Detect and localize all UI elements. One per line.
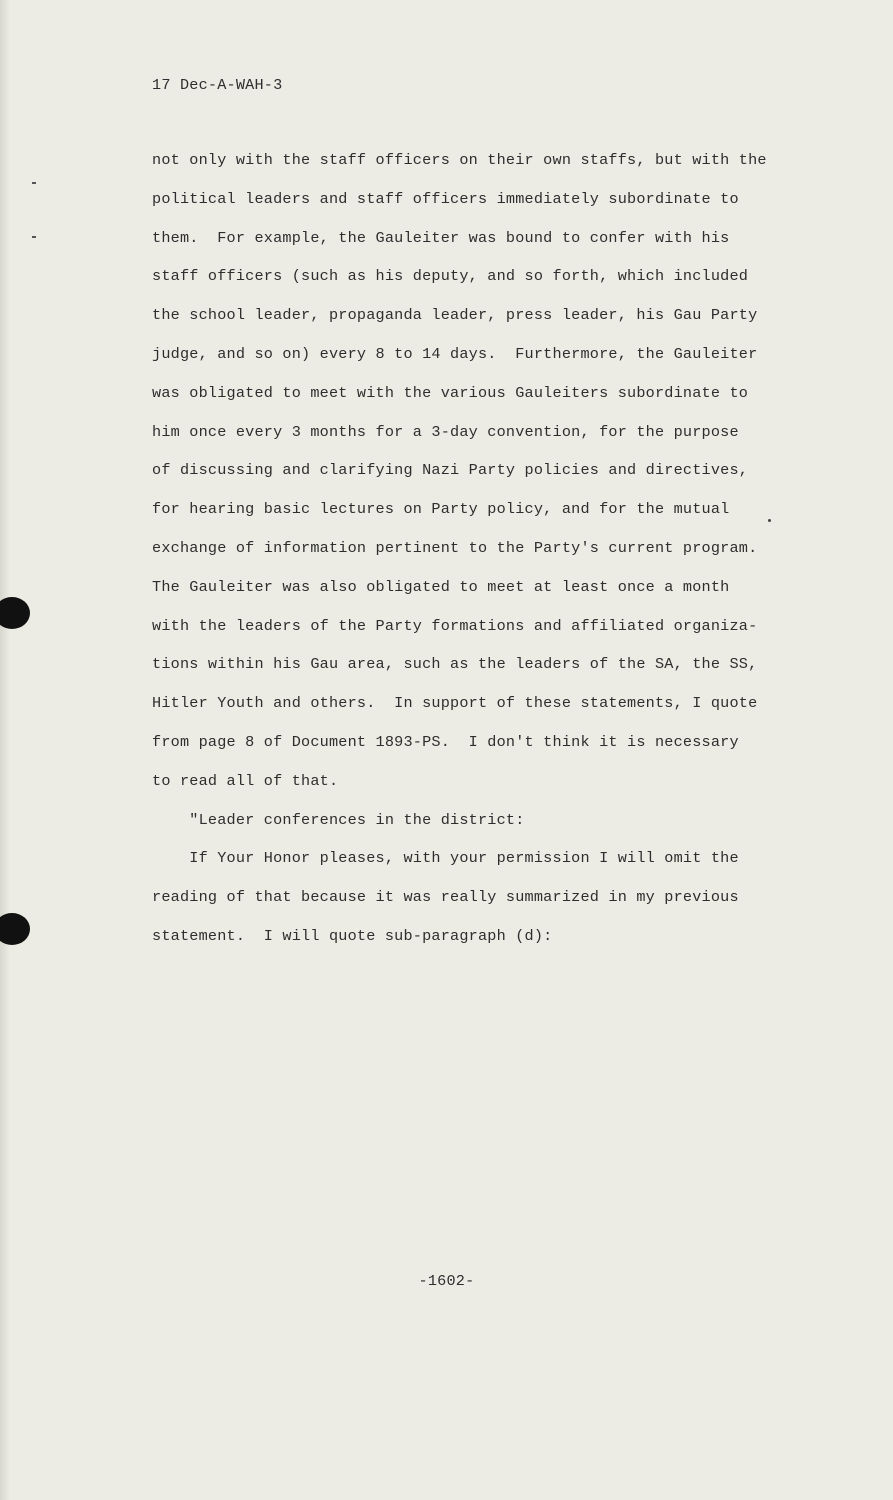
margin-mark bbox=[32, 236, 36, 238]
text-line: for hearing basic lectures on Party policy, and for the mutual bbox=[152, 500, 730, 519]
page-number: -1602- bbox=[418, 1272, 475, 1290]
text-line: political leaders and staff officers immediately subordinate to bbox=[152, 189, 739, 208]
text-line: the school leader, propaganda leader, press leader, his Gau Party bbox=[152, 306, 758, 325]
text-line: If Your Honor pleases, with your permission I will omit the bbox=[152, 849, 739, 868]
text-line: was obligated to meet with the various Gauleiters subordinate to bbox=[152, 383, 749, 402]
text-line: with the leaders of the Party formations and affiliated organiza- bbox=[152, 616, 758, 635]
text-line: from page 8 of Document 1893-PS. I don't think it is necessary bbox=[152, 732, 739, 751]
transcript-body bbox=[152, 147, 842, 962]
text-line: judge, and so on) every 8 to 14 days. Furthermore, the Gauleiter bbox=[152, 344, 758, 363]
text-line: statement. I will quote sub-paragraph (d): bbox=[152, 926, 553, 945]
document-reference: 17 Dec-A-WAH-3 bbox=[152, 76, 283, 94]
text-line: The Gauleiter was also obligated to meet at least once a month bbox=[152, 577, 730, 596]
margin-mark bbox=[32, 182, 36, 184]
text-line: them. For example, the Gauleiter was bound to confer with his bbox=[152, 228, 730, 247]
text-line: to read all of that. bbox=[152, 771, 339, 790]
text-line: tions within his Gau area, such as the leaders of the SA, the SS, bbox=[152, 655, 758, 674]
punch-hole-top bbox=[0, 597, 30, 629]
text-line: "Leader conferences in the district: bbox=[152, 810, 525, 829]
text-line: not only with the staff officers on their own staffs, but with the bbox=[152, 151, 767, 169]
punch-hole-bottom bbox=[0, 913, 30, 945]
text-line: exchange of information pertinent to the Party's current program. bbox=[152, 538, 758, 557]
text-line: Hitler Youth and others. In support of these statements, I quote bbox=[152, 694, 758, 713]
text-line: staff officers (such as his deputy, and so forth, which included bbox=[152, 267, 749, 286]
text-line: him once every 3 months for a 3-day convention, for the purpose bbox=[152, 422, 739, 441]
text-line: of discussing and clarifying Nazi Party policies and directives, bbox=[152, 461, 749, 480]
text-line: reading of that because it was really summarized in my previous bbox=[152, 888, 739, 907]
